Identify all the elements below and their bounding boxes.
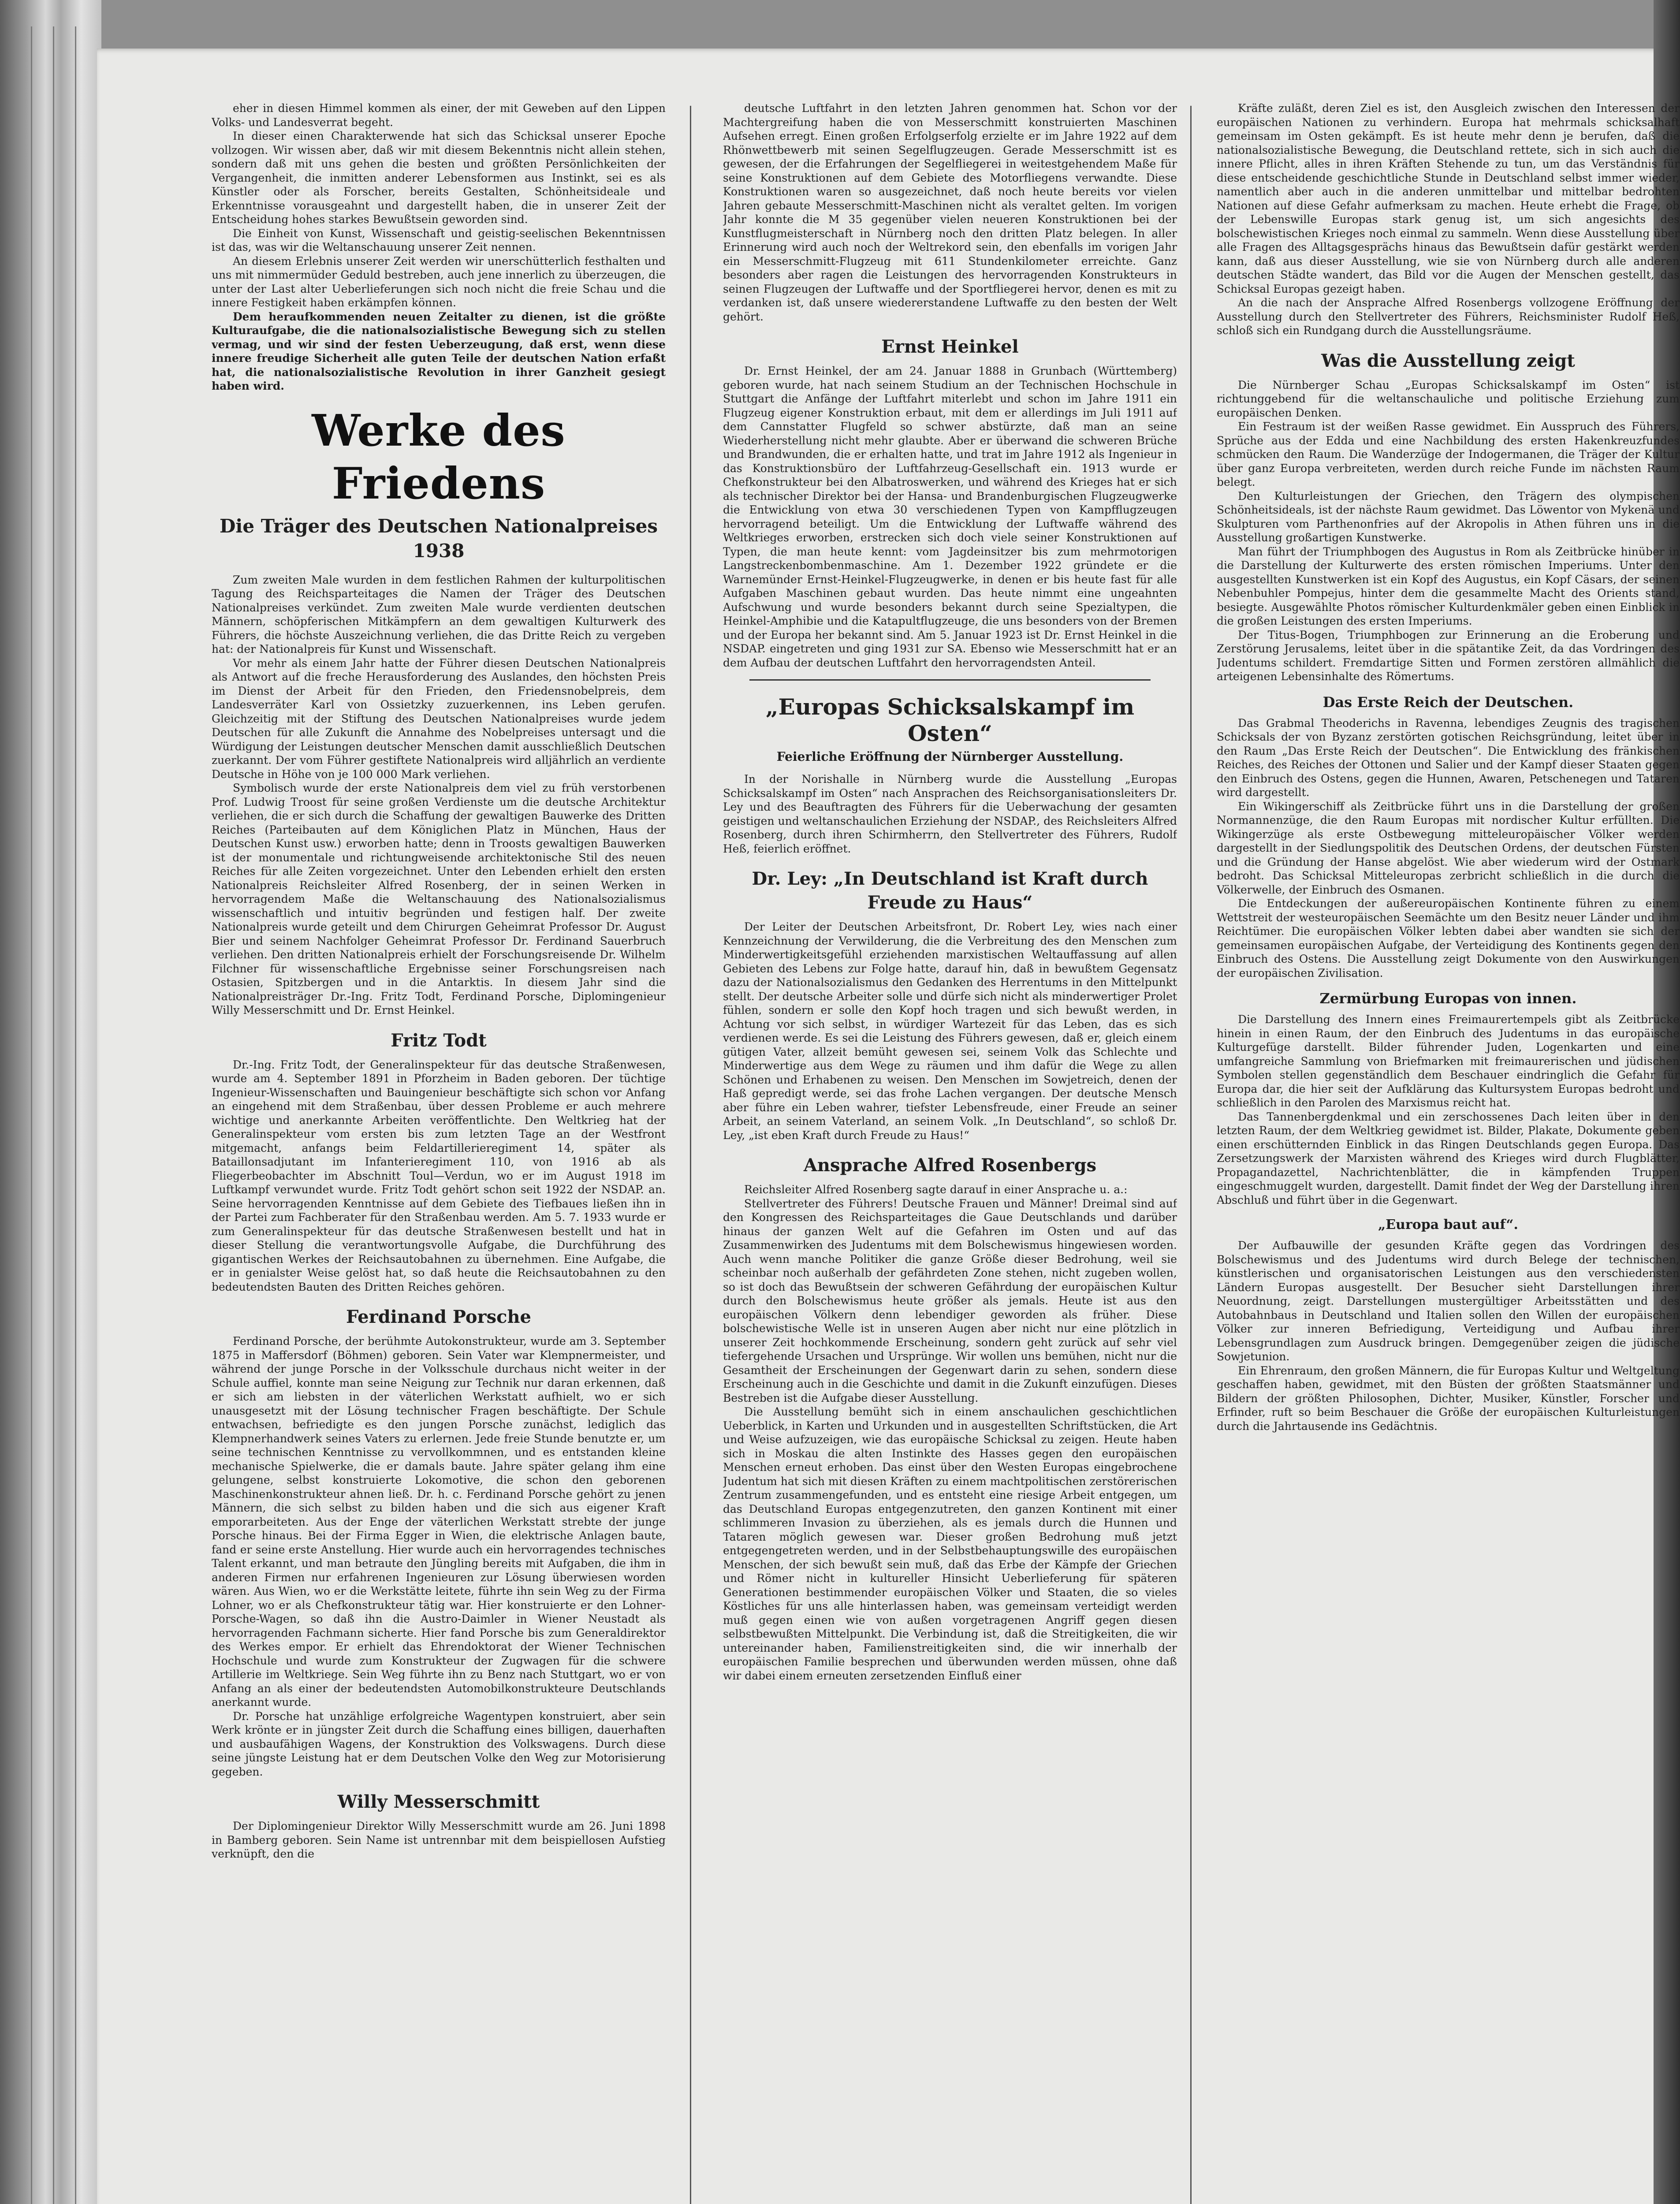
paragraph: In der Norishalle in Nürnberg wurde die Ausstellung „Europas Schicksalskampf im Osten“ nach Ansprachen des Reichsorganisationsleiters Dr. Ley und des Beauftragten des Führers für die Ueberwachung der gesamten geistigen und weltanschaulichen Erziehung der NSDAP., des Reichsleiters Alfred Rosenberg, durch ihren Schirmherrn, den Stellvertreter des Führers, Rudolf Heß, feierlich eröffnet. [723,773,1177,855]
column-rule [690,106,691,2204]
paragraph: Stellvertreter des Führers! Deutsche Frauen und Männer! Dreimal sind auf den Kongressen des Reichsparteitages die Gaue Deutschlands und darüber hinaus der ganzen Welt auf die Gefahren im Osten und auf das Zusammenwirken des Judentums mit dem Bolschewismus hingewiesen worden. Auch wenn manche Politiker die ganze Größe dieser Bedrohung, weil sie scheinbar noch außerhalb der gefährdeten Zone stehen, nicht zugeben wollen, so ist doch das Bewußtsein der schweren Gefährdung der europäischen Kultur durch den Bolschewismus heute größer als jemals. Heute ist aus den europäischen Völkern denn lebendiger geworden als früher. Diese bolschewistische Welle ist in unseren Augen aber nicht nur eine plötzlich in unserer Zeit hochkommende Erscheinung, sondern geht zurück auf sehr viel tiefergehende Ursachen und Ursprünge. Wir wollen uns bemühen, nicht nur die Gesamtheit der Erscheinungen der Gegenwart darin zu sehen, sondern diese Erscheinung auch in die Geschichte und damit in die Zukunft einzufügen. Dieses Bestreben ist die Aufgabe dieser Ausstellung. [723,1197,1177,1404]
column-rule [1190,106,1192,2204]
paragraph: Die Entdeckungen der außereuropäischen Kontinente führen zu einem Wettstreit der westeuropäischen Seemächte um den Besitz neuer Länder und ihm Reichtümer. Die europäischen Völker lebten dabei aber wandten sie sich der gemeinsamen europäischen Aufgabe, der Verteidigung des Kontinents gegen den Einbruch des Ostens. Die Ausstellung zeigt Dokumente von den Auswirkungen der europäischen Zivilisation. [1217,897,1680,979]
column-3 [1217,101,1680,2204]
paragraph: Dr.-Ing. Fritz Todt, der Generalinspekteur für das deutsche Straßenwesen, wurde am 4. September 1891 in Pforzheim in Baden geboren. Der tüchtige Ingenieur-Wissenschaften und Bauingenieur beschäftigte sich schon vor Anfang an eingehend mit dem Straßenbau, über dessen Probleme er auch mehrere wichtige und anerkannte Arbeiten veröffentlichte. Den Weltkrieg hat der Generalinspekteur vom ersten bis zum letzten Tage an der Westfront mitgemacht, anfangs beim Feldartillerieregiment 14, später als Bataillonsadjutant im Infanterieregiment 110, von 1916 ab als Fliegerbeobachter im Abschnitt Toul—Verdun, wo er im August 1918 im Luftkampf verwundet wurde. Fritz Todt gehört schon seit 1922 der NSDAP. an. Seine hervorragenden Kenntnisse auf dem Gebiete des Tiefbaues ließen ihn in der Partei zum Fachberater für den Straßenbau werden. Am 5. 7. 1933 wurde er zum Generalinspekteur für das deutsche Straßenwesen bestellt und hat in dieser Stellung die verantwortungsvolle Aufgabe, die Durchführung des gigantischen Werkes der Reichsautobahnen zu übernehmen. Eine Aufgabe, die er in genialster Weise gelöst hat, so daß heute die Reichsautobahnen zu den bedeutendsten Bauten des Dritten Reiches gehören. [212,1058,666,1293]
paragraph-bold: Dem heraufkommenden neuen Zeitalter zu dienen, ist die größte Kulturaufgabe, die die nationalsozialistische Bewegung sich zu stellen vermag, und wir sind der festen Ueberzeugung, daß erst, wenn diese innere freudige Sicherheit alle guten Teile der deutschen Nation erfaßt hat, die nationalsozialistische Revolution in ihrer Ganzheit gesiegt haben wird. [212,310,666,392]
paragraph: Die Darstellung des Innern eines Freimaurertempels gibt als Zeitbrücke hinein in einen Raum, der den Einbruch des Judentums in das europäische Kulturgefüge darstellt. Bilder führender Juden, Logenkarten und eine umfangreiche Sammlung von Briefmarken mit freimaurerischen und jüdischen Symbolen stellen gegenständlich dem Beschauer eindringlich die Gefahr für Europa dar, die hier seit der Aufklärung das Kultursystem Europas bedroht und schließlich in den Parolen des Marxismus reicht hat. [1217,1013,1680,1109]
section-heading-messerschmitt: Willy Messerschmitt [337,1791,540,1812]
section-heading-ausstellung: Was die Ausstellung zeigt [1321,350,1575,371]
paragraph: Der Aufbauwille der gesunden Kräfte gegen das Vordringen des Bolschewismus und des Judentums wird durch Belege der technischen, künstlerischen und organisatorischen Leistungen aus den verschiedensten Ländern Europas ausgestellt. Der Besucher sieht Darstellungen ihrer Neuordnung, zeigt. Darstellungen mustergültiger Arbeitsstätten und des Autobahnbaus in Deutschland und Italien sollen den Willen der europäischen Völker zur inneren Befriedigung, Verteidigung und Aufbau ihrer Lebensgrundlagen zum Ausdruck bringen. Demgegenüber zeigen die jüdische Sowjetunion. [1217,1239,1680,1363]
paragraph: Ein Festraum ist der weißen Rasse gewidmet. Ein Ausspruch des Führers, Sprüche aus der Edda und eine Nachbildung des ersten Hakenkreuzfundes schmücken den Raum. Die Wanderzüge der Indogermanen, die Träger der Kultur über ganz Europa verbreiteten, werden durch reiche Funde im nächsten Raum belegt. [1217,420,1680,488]
book-edge [0,0,101,2204]
paragraph: Dr. Porsche hat unzählige erfolgreiche Wagentypen konstruiert, aber sein Werk krönte er in jüngster Zeit durch die Schaffung eines billigen, dauerhaften und ausbaufähigen Wagens, der Konstruktion des Volkswagens. Durch diese seine jüngste Leistung hat er dem Deutschen Volke den Weg zur Motorisierung gegeben. [212,1709,666,1778]
paragraph: Zum zweiten Male wurden in dem festlichen Rahmen der kulturpolitischen Tagung des Reichsparteitages die Namen der Träger des Deutschen Nationalpreises verkündet. Zum zweiten Male wurde verdienten deutschen Männern, schöpferischen Mitkämpfern an dem gewaltigen Kulturwerk des Führers, die höchste Auszeichnung verliehen, die das Dritte Reich zu vergeben hat: der Nationalpreis für Kunst und Wissenschaft. [212,573,666,655]
paragraph: Das Tannenbergdenkmal und ein zerschossenes Dach leiten über in den letzten Raum, der dem Weltkrieg gewidmet ist. Bilder, Plakate, Dokumente geben einen erschütternden Einblick in das Ringen Deutschlands gegen Europa. Das Zersetzungswerk der Marxisten während des Krieges wird durch Flugblätter, Propagandazettel, Nachrichtenblätter, die in kämpfenden Truppen eingeschmuggelt wurden, dargestellt. Damit findet der Weg der Darstellung ihren Abschluß und führt über in die Gegenwart. [1217,1110,1680,1206]
paragraph: Reichsleiter Alfred Rosenberg sagte darauf in einer Ansprache u. a.: [744,1183,1128,1196]
paragraph: Die Nürnberger Schau „Europas Schicksalskampf im Osten“ ist richtunggebend für die weltanschauliche und politische Erziehung zum europäischen Denken. [1217,378,1680,419]
paragraph: Ein Wikingerschiff als Zeitbrücke führt uns in die Darstellung der großen Normannenzüge, die den Raum Europas mit nordischer Kultur erfüllten. Die Wikingerzüge als erste Ostbewegung mitteleuropäischer Völker werden dargestellt in der Siedlungspolitik des Deutschen Ordens, der deutschen Fürsten und die Gründung der Hanse abgelöst. Wie aber wiederum wird der Ostmark bedroht. Das Schicksal Mitteleuropas zerbricht schließlich in die durch die Völkerwelle, der Einbruch des Osmanen. [1217,800,1680,896]
section-heading-heinkel: Ernst Heinkel [881,336,1019,357]
article-headline-europa: „Europas Schicksalskampf im Osten“ [765,694,1135,746]
paragraph: An die nach der Ansprache Alfred Rosenbergs vollzogene Eröffnung der Ausstellung durch den Stellvertreter des Führers, Reichsminister Rudolf Heß, schloß sich ein Rundgang durch die Ausstellungsräume. [1217,296,1680,337]
sub-headline: Die Träger des Deutschen Nationalpreises 1938 [219,515,658,562]
subsection-heading-zermuerbung: Zermürbung Europas von innen. [1319,990,1577,1007]
paragraph: Ferdinand Porsche, der berühmte Autokonstrukteur, wurde am 3. September 1875 in Maffersdorf (Böhmen) geboren. Sein Vater war Klempnermeister, und während der junge Porsche in der Volksschule durchaus nicht weiter in der Schule auffiel, konnte man seine Neigung zur Technik nur daran erkennen, daß er sich am liebsten in der väterlichen Werkstatt aufhielt, wo er sich unausgesetzt mit der Lösung technischer Fragen beschäftigte. Der Schule entwachsen, befriedigte es den jungen Porsche zunächst, lediglich das Klempnerhandwerk seines Vaters zu erlernen. Jede freie Stunde benutzte er, um seine technischen Kenntnisse zu vervollkommnen, und es entstanden kleine mechanische Spielwerke, die er damals baute. Jahre später gelang ihm eine gelungene, selbst konstruierte Lokomotive, die schon den geborenen Maschinenkonstrukteur ahnen ließ. Dr. h. c. Ferdinand Porsche gehört zu jenen Männern, die sich selbst zu bilden haben und die sich aus eigener Kraft emporarbeiteten. Aus der Enge der väterlichen Werkstatt strebte der junge Porsche hinaus. Bei der Firma Egger in Wien, die elektrische Anlagen baute, fand er seine erste Anstellung. Hier wurde auch ein hervorragendes technisches Talent erkannt, und man betraute den Jüngling bereits mit Aufgaben, die ihm in anderen Firmen nur erfahrenen Ingenieuren zur Lösung überwiesen worden wären. Aus Wien, wo er die Werkstätte leitete, führte ihn sein Weg zu der Firma Lohner, wo er als Chefkonstrukteur tätig war. Hier konstruierte er den Lohner-Porsche-Wagen, so daß ihn die Austro-Daimler in Wiener Neustadt als hervorragenden Fachmann sicherte. Hier fand Porsche bis zum Generaldirektor des Werkes empor. Er erhielt das Ehrendoktorat der Wiener Technischen Hochschule und wurde zum Konstrukteur der Zugwagen für die schwere Artillerie im Weltkriege. Sein Weg führte ihn zu Benz nach Stuttgart, wo er von Anfang an als einer der bedeutendsten Automobilkonstrukteure Deutschlands anerkannt wurde. [212,1335,666,1709]
paragraph: Die Einheit von Kunst, Wissenschaft und geistig-seelischen Bekenntnissen ist das, was wir die Weltanschauung unserer Zeit nennen. [212,227,666,253]
paragraph: Der Titus-Bogen, Triumphbogen zur Erinnerung an die Eroberung und Zerstörung Jerusalems, leitet über in die spätantike Zeit, da das Vordringen des Judentums schildert. Fremdartige Sitten und Formen zerstören allmählich die arteigenen Lebensinhalte des Römertums. [1217,628,1680,683]
divider [749,679,1151,681]
paragraph: eher in diesen Himmel kommen als einer, der mit Geweben auf den Lippen Volks- und Landesverrat begeht. [212,102,666,129]
paragraph: Das Grabmal Theoderichs in Ravenna, lebendiges Zeugnis des tragischen Schicksals der von Byzanz zerstörten gotischen Reichsgründung, leitet über in den Raum „Das Erste Reich der Deutschen“. Die Entwicklung des fränkischen Reiches, des Reiches der Ottonen und Salier und der Kampf dieser Staaten gegen den Einbruch des Ostens, gegen die Hunnen, Awaren, Petschenegen und Tataren wird dargestellt. [1217,716,1680,799]
paragraph: Vor mehr als einem Jahr hatte der Führer diesen Deutschen Nationalpreis als Antwort auf die freche Herausforderung des Auslandes, den höchsten Preis im Dienst der Arbeit für den Frieden, den Friedensnobelpreis, dem Landesverräter Karl von Ossietzky zuzuerkennen, ins Leben gerufen. Gleichzeitig mit der Stiftung des Deutschen Nationalpreises wurde jedem Deutschen für alle Zukunft die Annahme des Nobelpreises untersagt und die Würdigung der Leistungen deutscher Menschen damit ausschließlich Deutschen zuerkannt. Der vom Führer gestiftete Nationalpreis wird alljährlich an verdiente Deutsche in Höhe von je 100 000 Mark verliehen. [212,656,666,781]
paragraph: Symbolisch wurde der erste Nationalpreis dem viel zu früh verstorbenen Prof. Ludwig Troost für seine großen Verdienste um die deutsche Architektur verliehen, die er sich durch die Schaffung der gewaltigen Bauwerke des Dritten Reiches (Parteibauten auf dem Königlichen Platz in München, Haus der Deutschen Kunst usw.) erworben hatte; denn in Troosts gewaltigen Bauwerken ist der monumentale und richtungweisende architektonische Stil des neuen Reiches für alle Zeiten vorgezeichnet. Unter den Lebenden erhielt den ersten Nationalpreis Reichsleiter Alfred Rosenberg, der in seinen Werken in hervorragendem Maße die Weltanschauung des Nationalsozialismus wissenschaftlich und intuitiv begründen und festigen half. Der zweite Nationalpreis wurde geteilt und dem Chirurgen Geheimrat Professor Dr. August Bier und seinem Nachfolger Geheimrat Professor Dr. Ferdinand Sauerbruch verliehen. Den dritten Nationalpreis erhielt der Forschungsreisende Dr. Wilhelm Filchner für wissenschaftliche Ergebnisse seiner Forschungsreisen nach Ostasien, Spitzbergen und in die Antarktis. In diesem Jahr sind die Nationalpreisträger Dr.-Ing. Fritz Todt, Ferdinand Porsche, Diplomingenieur Willy Messerschmitt und Dr. Ernst Heinkel. [212,782,666,1016]
paragraph: Kräfte zuläßt, deren Ziel es ist, den Ausgleich zwischen den Interessen der europäischen Nationen zu verhindern. Europa hat mehrmals schicksalhaft gemeinsam im Osten gekämpft. Es ist heute mehr denn je berufen, daß die nationalsozialistische Bewegung, die Deutschland rettete, sich in sich auch die innere Pflicht, alles in ihren Kräften Stehende zu tun, um das Verständnis für diese entscheidende geschichtliche Stunde in Deutschland selbst immer wieder, namentlich aber auch in die anderen unmittelbar und mittelbar bedrohten Nationen auf diese Gefahr aufmerksam zu machen. Heute erhebt die Frage, ob der Lebenswille Europas stark genug ist, um sich angesichts des bolschewistischen Krieges noch einmal zu sammeln. Wenn diese Ausstellung über alle Fragen des Alltagsgesprächs hinaus das Bewußtsein dafür gestärkt werden kann, daß aus dieser Ausstellung, wie sie von Nürnberg durch alle anderen deutschen Städte wandert, das Bild vor die Augen der Menschen gestellt, das Schicksal Europas gezeigt haben. [1217,102,1680,295]
section-heading-todt: Fritz Todt [391,1030,487,1051]
section-heading-ley: Dr. Ley: „In Deutschland ist Kraft durch Freude zu Haus“ [752,868,1148,913]
subsection-heading-reich: Das Erste Reich der Deutschen. [1322,693,1574,711]
section-heading-rosenberg: Ansprache Alfred Rosenbergs [803,1155,1097,1176]
main-headline: Werke des Friedens [312,405,566,509]
paragraph: Der Leiter der Deutschen Arbeitsfront, Dr. Robert Ley, wies nach einer Kennzeichnung der Verwilderung, die die Verbreitung des den Menschen zum Minderwertigkeitsgefühl erziehenden marxistischen Weltauffassung auf allen Gebieten des Lebens zur Folge hatte, darauf hin, daß in bewußtem Gegensatz dazu der Nationalsozialismus den Gedanken des Herrentums in den Mittelpunkt stellt. Der deutsche Arbeiter solle und dürfe sich nicht als minderwertiger Prolet fühlen, sondern er solle den Kopf hoch tragen und sich bewußt werden, in Achtung vor sich selbst, in würdiger Wartezeit für das Leben, das es sich verdienen werde. Es sei die Leistung des Führers gewesen, daß er, gleich einem gütigen Vater, allzeit bemüht gewesen sei, seinem Volk das Schlechte und Minderwertige aus dem Wege zu räumen und ihm dafür die Wege zu allen Schönen und Erhabenen zu weisen. Den Menschen im Sowjetreich, denen der Haß gepredigt werde, sei das frohe Lachen vergangen. Der deutsche Mensch aber führe ein Leben wahrer, tiefster Lebensfreude, einer Freude an seiner Arbeit, an seinem Vaterland, an seinem Volk. „In Deutschland“, so schloß Dr. Ley, „ist eben Kraft durch Freude zu Haus!“ [723,920,1177,1142]
paragraph: Man führt der Triumphbogen des Augustus in Rom als Zeitbrücke hinüber in die Darstellung der Kulturwerte des ersten römischen Imperiums. Unter den ausgestellten Kunstwerken ist ein Kopf des Augustus, ein Kopf Cäsars, der seinen Nebenbuhler Pompejus, hinter dem die gesammelte Macht des Orients stand, besiegte. Ausgewählte Photos römischer Kulturdenkmäler geben einen Einblick in die großen Leistungen des ersten Imperiums. [1217,545,1680,627]
paragraph: An diesem Erlebnis unserer Zeit werden wir unerschütterlich festhalten und uns mit nimmermüder Geduld bestreben, auch jene innerlich zu überzeugen, die unter der Last alter Ueberlieferungen sich noch nicht die freie Schau und die innere Festigkeit haben erkämpfen können. [212,254,666,309]
paragraph: Dr. Ernst Heinkel, der am 24. Januar 1888 in Grunbach (Württemberg) geboren wurde, hat nach seinem Studium an der Technischen Hochschule in Stuttgart die Anfänge der Luftfahrt miterlebt und schon im Jahre 1911 ein Flugzeug eigener Konstruktion erbaut, mit dem er allerdings im Juli 1911 auf dem Cannstatter Flugfeld so schwer abstürzte, daß man an seine Wiederherstellung nicht mehr glaubte. Aber er überwand die schweren Brüche und Brandwunden, die er erhalten hatte, und trat im Jahre 1912 als Ingenieur in das Konstruktionsbüro der Luftfahrzeug-Gesellschaft ein. 1913 wurde er Chefkonstrukteur bei den Albatroswerken, und während des Krieges hat er sich als technischer Direktor bei der Hansa- und Brandenburgischen Flugzeugwerke die Entwicklung von etwa 30 verschiedenen Typen von Kampfflugzeugen hervorragend beteiligt. Um die Entwicklung der Luftwaffe während des Weltkrieges erworben, erstrecken sich doch viele seiner Konstruktionen auf Typen, die man heute kennt: vom Jagdeinsitzer bis zum mehrmotorigen Langstreckenbombenmaschine. Am 1. Dezember 1922 gründete er die Warnemünder Ernst-Heinkel-Flugzeugwerke, in denen er bis heute fast für alle Aufgaben Maschinen gebaut wurden. Das heute nimmt eine ungeahnten Aufschwung und wurde besonders bekannt durch seine Spezialtypen, die Heinkel-Amphibie und die Katapultflugzeuge, die uns besonders von der Bremen und der Europa her bekannt sind. Am 5. Januar 1923 ist Dr. Ernst Heinkel in die NSDAP. eingetreten und ging 1931 zur SA. Ebenso wie Messerschmitt hat er an dem Aufbau der deutschen Luftfahrt den hervorragendsten Anteil. [723,365,1177,669]
column-2 [723,101,1177,2204]
column-1 [212,101,666,2204]
paragraph: Die Ausstellung bemüht sich in einem anschaulichen geschichtlichen Ueberblick, in Karten und Urkunden und in ausgestellten Schriftstücken, die Art und Weise aufzuzeigen, wie das europäische Schicksal zu zeigen. Heute haben sich in Moskau die alten Instinkte des Hasses gegen den europäischen Menschen erneut erhoben. Das einst über den Westen Europas eingebrochene Judentum hat sich mit diesen Kräften zu einem machtpolitischen zerstörerischen Zentrum zusammengefunden, und es entsteht eine riesige Arbeit entgegen, um das Deutschland Europas entgegenzutreten, den ganzen Kontinent mit einer schlimmeren Invasion zu überziehen, als es jemals durch die Hunnen und Tataren möglich gewesen war. Dieser großen Bedrohung muß jetzt entgegengetreten werden, und in der Selbstbehauptungswille des europäischen Menschen, der sich bewußt sein muß, daß das Erbe der Kämpfe der Griechen und Römer nicht in kultureller Hinsicht Ueberlieferung für späteren Generationen bestimmender europäischen Völker und Staaten, die so vieles Köstliches für uns alle hinterlassen haben, was gemeinsam verteidigt werden muß gegen einen wie von außen vorgetragenen Angriff gegen diesen selbstbewußten Mittelpunkt. Die Verbindung ist, daß die Streitigkeiten, die wir untereinander haben, Familienstreitigkeiten sind, die wir innerhalb der europäischen Familie besprechen und überwunden werden müssen, ohne daß wir dabei einem erneuten zersetzenden Einfluß einer [723,1405,1177,1682]
paragraph: Ein Ehrenraum, den großen Männern, die für Europas Kultur und Weltgeltung geschaffen haben, gewidmet, mit den Büsten der größten Staatsmänner und Bildern der größten Philosophen, Dichter, Musiker, Künstler, Forscher und Erfinder, ruft so beim Beschauer die Größe der europäischen Kulturleistungen durch die Jahrtausende ins Gedächtnis. [1217,1364,1680,1433]
article-kicker: Feierliche Eröffnung der Nürnberger Ausstellung. [776,749,1124,764]
paragraph: Den Kulturleistungen der Griechen, den Trägern des olympischen Schönheitsideals, ist der nächste Raum gewidmet. Das Löwentor von Mykenä und Skulpturen vom Parthenonfries auf der Akropolis in Athen führen uns in die Ausstellung großartigen Kunstwerke. [1217,489,1680,544]
paragraph: In dieser einen Charakterwende hat sich das Schicksal unserer Epoche vollzogen. Wir wissen aber, daß wir mit diesem Bekenntnis nicht allein stehen, sondern daß mit uns gehen die besten und größten Persönlichkeiten der Vergangenheit, die inmitten anderer Lebensformen aus Instinkt, sei es als Künstler oder als Forscher, bereits Gestalten, Schönheitsideale und Erkenntnisse vorausgeahnt und dargestellt haben, die in unserer Zeit der Entscheidung hohes starkes Bewußtsein geworden sind. [212,130,666,226]
section-heading-porsche: Ferdinand Porsche [346,1307,532,1327]
paragraph: Der Diplomingenieur Direktor Willy Messerschmitt wurde am 26. Juni 1898 in Bamberg geboren. Sein Name ist untrennbar mit dem beispiellosen Aufstieg verknüpft, den die [212,1820,666,1860]
paragraph: deutsche Luftfahrt in den letzten Jahren genommen hat. Schon vor der Machtergreifung haben die von Messerschmitt konstruierten Maschinen Aufsehen erregt. Einen großen Erfolgserfolg erzielte er im Jahre 1922 auf dem Rhönwettbewerb mit seinen Segelflugzeugen. Gerade Messerschmitt ist es gewesen, der die Erfahrungen der Segelfliegerei in weitestgehendem Maße für seine Konstruktionen auf dem Gebiete des Motorfliegens verwandte. Diese Konstruktionen waren so ausgezeichnet, daß noch heute bereits vor vielen Jahren gebaute Messerschmitt-Maschinen nicht als veraltet gelten. Im vorigen Jahr konnte die M 35 gegenüber vielen neueren Konstruktionen bei der Kunstflugmeisterschaft in Nürnberg noch den dritten Platz belegen. In aller Erinnerung wird auch noch der Weltrekord sein, den ebenfalls im vorigen Jahr ein Messerschmitt-Flugzeug mit 611 Stundenkilometer erreichte. Ganz besonders aber ragen die Leistungen des hervorragenden Konstrukteurs in seinen Flugzeugen der Luftwaffe und der Sportfliegerei hervor, denen es mit zu verdanken ist, daß unsere wiedererstandene Luftwaffe zu den besten der Welt gehört. [723,102,1177,323]
subsection-heading-aufbau: „Europa baut auf“. [1378,1217,1518,1232]
